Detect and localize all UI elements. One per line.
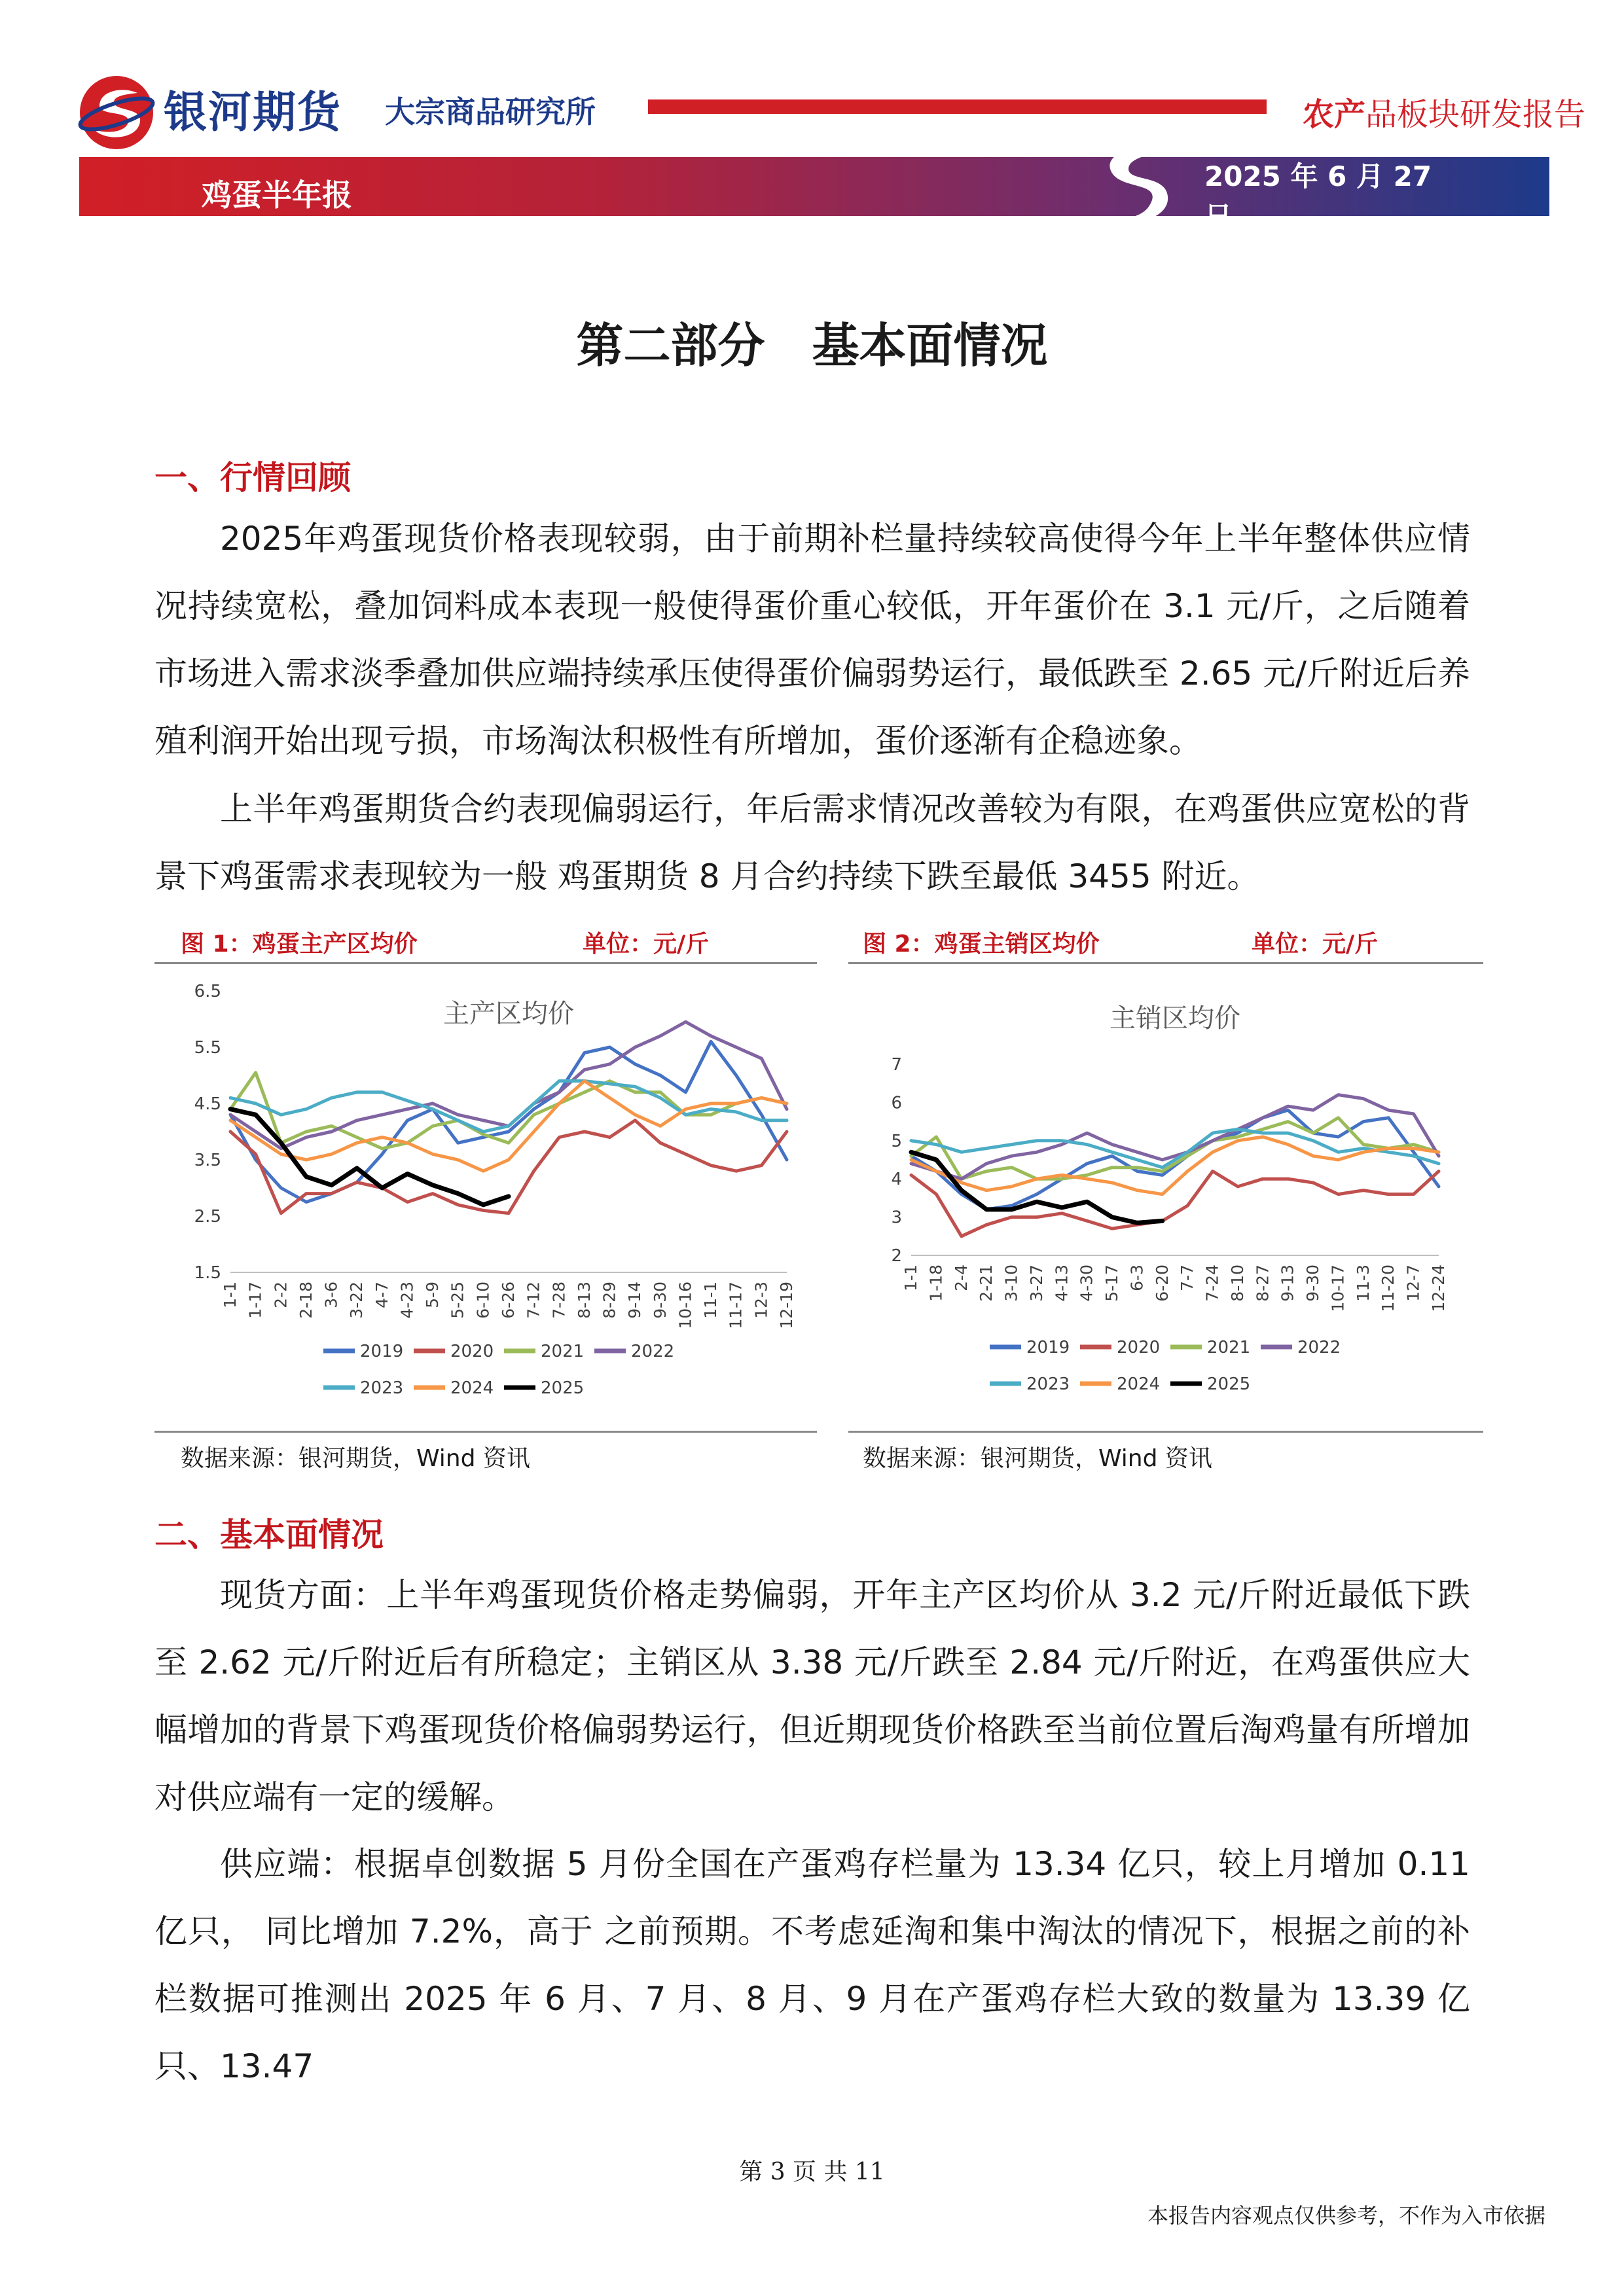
y-tick-label: 5.5	[194, 1038, 221, 1058]
section-title-market-review: 一、行情回顾	[154, 459, 351, 497]
paragraph: 现货方面：上半年鸡蛋现货价格走势偏弱，开年主产区均价从 3.2 元/斤附近最低下跌至 2.62 元/斤附近后有所稳定；主销区从 3.38 元/斤跌至 2.84 元/斤附近，在鸡蛋供应大幅增加的背景下鸡蛋现货价格偏弱势运行，但近期现货价格跌至当前位置后淘鸡量有所增加对供应端有一定的缓解。	[154, 1576, 1470, 1816]
chart-title: 主销区均价	[1110, 1003, 1240, 1033]
y-tick-label: 2	[891, 1246, 902, 1266]
legend-label: 2019	[1026, 1338, 1070, 1357]
x-tick-label: 11-3	[1353, 1265, 1373, 1302]
x-tick-label: 12-7	[1403, 1265, 1423, 1302]
figure-2-source: 数据来源：银河期货，Wind 资讯	[863, 1445, 1212, 1472]
x-tick-label: 3-22	[347, 1282, 367, 1319]
legend-label: 2023	[360, 1378, 404, 1398]
x-tick-label: 3-6	[321, 1282, 341, 1308]
legend-label: 2024	[450, 1378, 494, 1398]
page-number: 第 3 页 共 11	[739, 2159, 885, 2185]
report-type-rest: 品板块研发报告	[1365, 96, 1585, 133]
legend-label: 2020	[450, 1342, 494, 1361]
x-tick-label: 1-1	[221, 1282, 240, 1308]
y-tick-label: 6.5	[194, 982, 221, 1001]
legend-label: 2019	[360, 1342, 404, 1361]
legend-label: 2023	[1026, 1374, 1070, 1394]
x-tick-label: 8-27	[1253, 1265, 1272, 1302]
x-tick-label: 7-24	[1202, 1265, 1222, 1302]
legend-label: 2025	[541, 1378, 585, 1398]
figure-1-caption: 图 1：鸡蛋主产区均价	[181, 931, 418, 958]
x-tick-label: 9-13	[1278, 1265, 1297, 1302]
y-tick-label: 5	[891, 1131, 902, 1151]
x-tick-label: 6-26	[499, 1282, 518, 1319]
x-tick-label: 6-20	[1152, 1265, 1172, 1302]
y-tick-label: 3	[891, 1208, 902, 1228]
x-tick-label: 9-14	[625, 1282, 645, 1319]
x-tick-label: 10-16	[676, 1282, 695, 1329]
chart-2-sales-area-price	[848, 969, 1483, 1427]
legend-label: 2024	[1117, 1374, 1161, 1394]
x-tick-label: 7-7	[1178, 1265, 1197, 1291]
x-tick-label: 7-28	[549, 1282, 569, 1319]
x-tick-label: 3-10	[1001, 1265, 1021, 1302]
report-date: 2025 年 6 月 27 日	[1204, 160, 1432, 232]
y-tick-label: 4	[891, 1170, 902, 1190]
report-type	[1303, 89, 1585, 134]
chart-1-production-area-price	[154, 969, 817, 1427]
x-tick-label: 4-7	[372, 1282, 391, 1308]
x-tick-label: 6-10	[473, 1282, 493, 1319]
y-tick-label: 2.5	[194, 1207, 221, 1227]
x-tick-label: 1-1	[901, 1265, 920, 1291]
x-tick-label: 6-3	[1127, 1265, 1147, 1291]
part-title: 第二部分 基本面情况	[576, 318, 1048, 373]
paragraph: 供应端：根据卓创数据 5 月份全国在产蛋鸡存栏量为 13.34 亿只，较上月增加 0.11 亿只， 同比增加 7.2%，高于 之前预期。不考虑延淘和集中淘汰的情况下，根据之前的补栏数据可推测出 2025 年 6 月、7 月、8 月、9 月在产蛋鸡存栏大致的数量为 13.39 亿只、13.47	[154, 1845, 1470, 2085]
x-tick-label: 12-19	[777, 1282, 796, 1329]
y-tick-label: 1.5	[194, 1263, 221, 1283]
header-red-bar	[648, 99, 1267, 114]
x-tick-label: 4-23	[397, 1282, 417, 1319]
x-tick-label: 4-30	[1077, 1265, 1096, 1302]
figure-2-bottom-rule	[848, 1431, 1483, 1433]
chart-title: 主产区均价	[443, 999, 574, 1029]
swoosh-icon	[1087, 143, 1178, 228]
x-tick-label: 12-24	[1429, 1265, 1448, 1312]
x-tick-label: 2-2	[271, 1282, 291, 1308]
paragraph: 2025年鸡蛋现货价格表现较弱，由于前期补栏量持续较高使得今年上半年整体供应情况持续宽松，叠加饲料成本表现一般使得蛋价重心较低，开年蛋价在 3.1 元/斤，之后随着市场进入需求淡季叠加供应端持续承压使得蛋价偏弱势运行，最低跌至 2.65 元/斤附近后养殖利润开始出现亏损，市场淘汰积极性有所增加，蛋价逐渐有企稳迹象。	[154, 520, 1470, 760]
y-tick-label: 6	[891, 1093, 902, 1113]
legend-label: 2022	[1297, 1338, 1341, 1357]
x-tick-label: 5-17	[1102, 1265, 1122, 1302]
x-tick-label: 11-20	[1379, 1265, 1398, 1312]
figure-1-source: 数据来源：银河期货，Wind 资讯	[181, 1445, 530, 1472]
x-tick-label: 3-27	[1026, 1265, 1046, 1302]
brand-name: 银河期货	[164, 87, 342, 137]
figure-1-top-rule	[154, 962, 817, 964]
disclaimer: 本报告内容观点仅供参考，不作为入市依据	[1147, 2203, 1545, 2228]
report-type-strong: 农产	[1302, 96, 1365, 133]
x-tick-label: 1-18	[926, 1265, 946, 1302]
y-tick-label: 7	[891, 1055, 902, 1075]
x-tick-label: 11-1	[701, 1282, 721, 1319]
x-tick-label: 5-25	[448, 1282, 467, 1319]
legend-label: 2021	[1207, 1338, 1251, 1357]
x-tick-label: 9-30	[650, 1282, 670, 1319]
y-tick-label: 4.5	[194, 1094, 221, 1114]
figure-2-top-rule	[848, 962, 1483, 964]
x-tick-label: 5-9	[423, 1282, 442, 1308]
paragraph: 上半年鸡蛋期货合约表现偏弱运行，年后需求情况改善较为有限，在鸡蛋供应宽松的背景下鸡蛋需求表现较为一般 鸡蛋期货 8 月合约持续下跌至最低 3455 附近。	[154, 790, 1470, 895]
galaxy-logo-icon	[77, 73, 156, 152]
institute-name: 大宗商品研究所	[385, 94, 596, 130]
x-tick-label: 1-17	[245, 1282, 265, 1319]
y-tick-label: 3.5	[194, 1151, 221, 1170]
x-tick-label: 12-3	[751, 1282, 771, 1319]
figure-1-unit: 单位：元/斤	[583, 931, 710, 958]
x-tick-label: 8-29	[600, 1282, 619, 1319]
x-tick-label: 7-12	[524, 1282, 543, 1319]
x-tick-label: 2-21	[977, 1265, 996, 1302]
x-tick-label: 9-30	[1303, 1265, 1323, 1302]
figure-2-caption: 图 2：鸡蛋主销区均价	[863, 931, 1100, 958]
x-tick-label: 8-10	[1227, 1265, 1247, 1302]
x-tick-label: 2-4	[951, 1265, 971, 1291]
x-tick-label: 10-17	[1328, 1265, 1348, 1312]
section-title-fundamentals: 二、基本面情况	[154, 1516, 384, 1554]
x-tick-label: 11-17	[726, 1282, 746, 1329]
legend-label: 2020	[1117, 1338, 1161, 1357]
x-tick-label: 2-18	[296, 1282, 316, 1319]
legend-label: 2022	[631, 1342, 675, 1361]
figure-2-unit: 单位：元/斤	[1252, 931, 1379, 958]
x-tick-label: 4-13	[1052, 1265, 1072, 1302]
report-title: 鸡蛋半年报	[202, 177, 352, 213]
legend-label: 2021	[541, 1342, 585, 1361]
figure-1-bottom-rule	[154, 1431, 817, 1433]
x-tick-label: 8-13	[574, 1282, 594, 1319]
legend-label: 2025	[1207, 1374, 1251, 1394]
